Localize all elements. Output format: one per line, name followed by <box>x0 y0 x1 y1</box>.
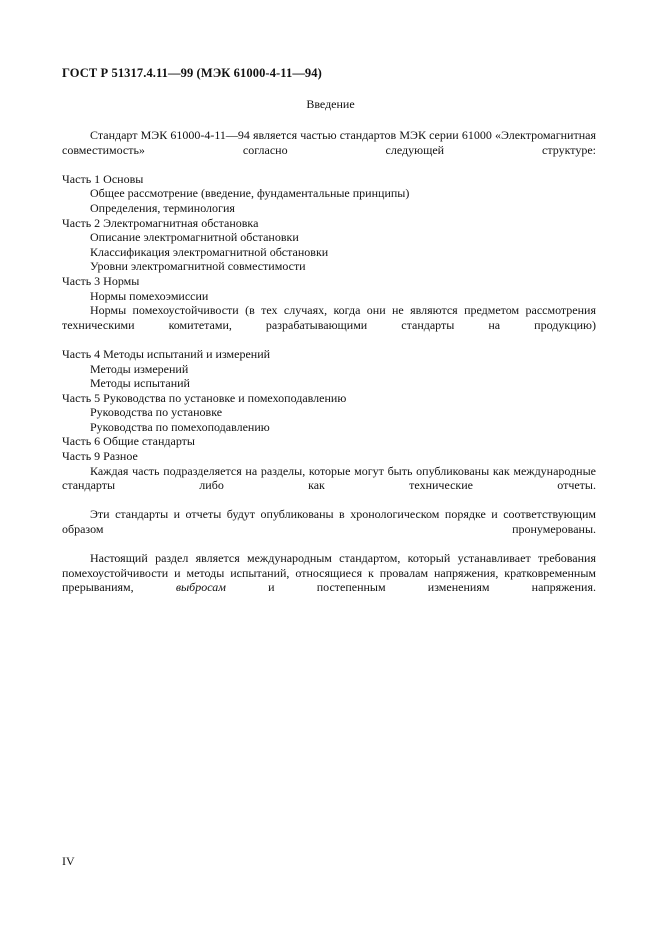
part-2 <box>62 216 596 274</box>
part-label: Часть 5 Руководства по установке и помехоподавлению <box>62 390 347 405</box>
part-label: Часть 1 Основы <box>62 171 144 186</box>
scope-text-end: и постепенным изменениям напряжения. <box>225 580 596 595</box>
part-item: Методы испытаний <box>90 376 190 391</box>
part-3 <box>62 274 596 347</box>
scope-italic-term: выбросам <box>175 580 226 595</box>
scope-paragraph <box>62 551 596 609</box>
part-6 <box>62 434 596 449</box>
publication-note-paragraph: Эти стандарты и отчеты будут опубликованы в хронологическом порядке и соответствующим образом пронумерованы. <box>62 507 596 537</box>
part-label: Часть 6 Общие стандарты <box>62 434 195 449</box>
part-9 <box>62 449 596 464</box>
part-label: Часть 2 Электромагнитная обстановка <box>62 215 259 230</box>
part-label: Часть 4 Методы испытаний и измерений <box>62 346 271 361</box>
part-item: Руководства по установке <box>90 405 223 420</box>
part-item: Общее рассмотрение (введение, фундаментальные принципы) <box>90 186 410 201</box>
part-item: Нормы помехоустойчивости (в тех случаях, когда они не являются предметом рассмотрения техническими комитетами, разрабатывающими стандарты на продукцию) <box>62 303 596 332</box>
part-item: Руководства по помехоподавлению <box>90 419 270 434</box>
page-number: IV <box>62 854 75 868</box>
part-item: Уровни электромагнитной совместимости <box>90 259 306 274</box>
part-item: Описание электромагнитной обстановки <box>90 230 299 245</box>
part-4 <box>62 347 596 391</box>
scope-text-start: Настоящий раздел является международным стандартом, который устанавливает требования помехоустойчивости и методы испытаний, относящиеся к провалам напряжения, кратковременным прерываниям, <box>62 551 596 595</box>
part-1 <box>62 172 596 216</box>
part-item: Методы измерений <box>90 361 189 376</box>
part-item: Определения, терминология <box>90 200 235 215</box>
intro-paragraph: Стандарт МЭК 61000-4-11—94 является частью стандартов МЭК серии 61000 «Электромагнитная совместимость» согласно следующей структуре: <box>62 128 596 157</box>
part-item: Нормы помехоэмиссии <box>90 288 209 303</box>
part-label: Часть 9 Разное <box>62 449 138 464</box>
section-title: Введение <box>306 97 355 111</box>
document-body <box>62 128 596 610</box>
part-5 <box>62 391 596 435</box>
part-item: Классификация электромагнитной обстановки <box>90 244 329 259</box>
sections-note-paragraph: Каждая часть подразделяется на разделы, которые могут быть опубликованы как международные стандарты либо как технические отчеты. <box>62 463 596 493</box>
document-code-header: ГОСТ Р 51317.4.11—99 (МЭК 61000-4-11—94) <box>62 66 322 80</box>
part-label: Часть 3 Нормы <box>62 273 140 288</box>
